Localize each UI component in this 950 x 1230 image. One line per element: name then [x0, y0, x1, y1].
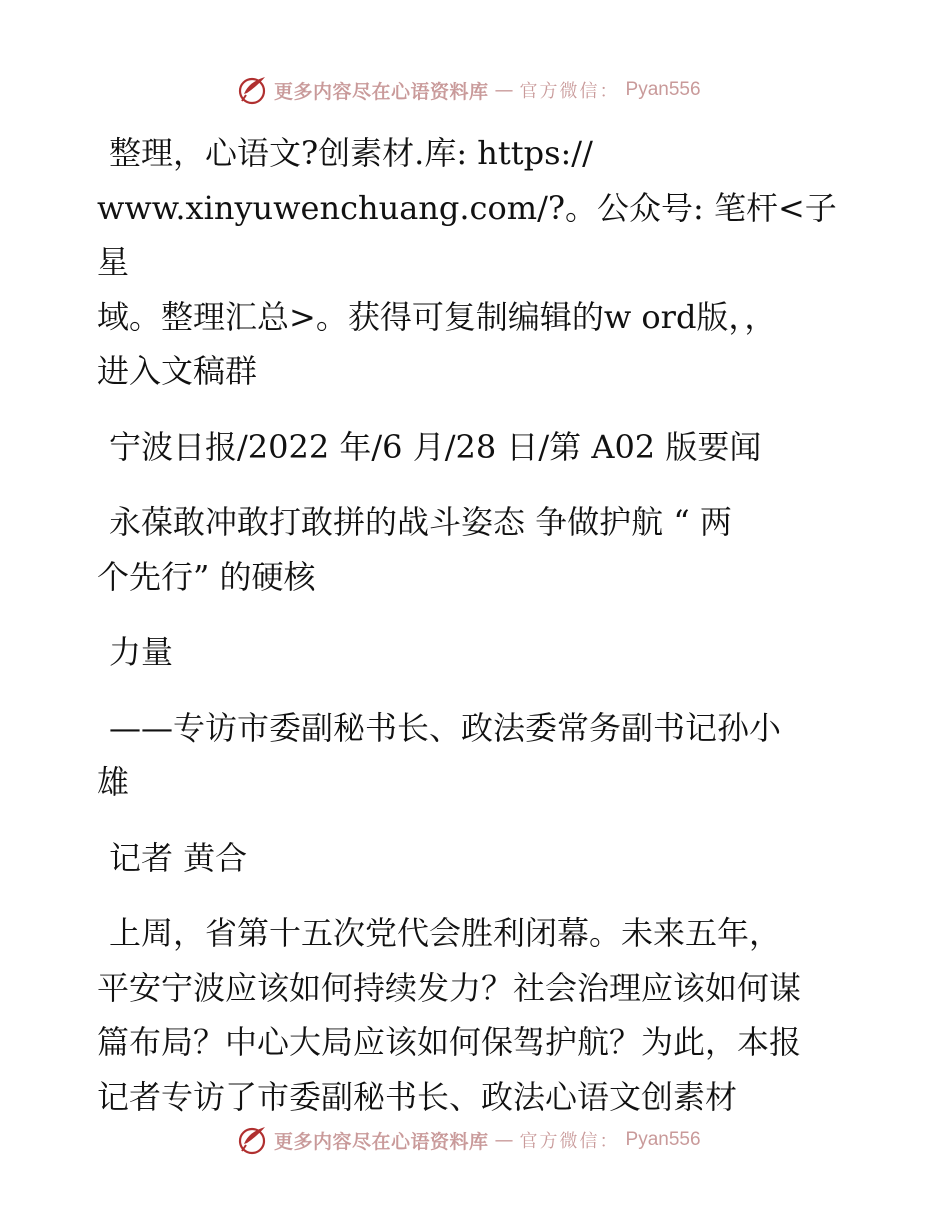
quill-logo-icon [236, 1124, 268, 1156]
subtitle-line: 雄 [97, 763, 130, 801]
source-line: 宁波日报/2022 年/6 月/28 日/第 A02 版要闻 [109, 427, 762, 466]
body-paragraph [97, 906, 857, 1124]
body-line: 篇布局？中心大局应该如何保驾护航？为此，本报 [97, 1023, 802, 1061]
document-body [97, 126, 857, 1124]
banner-wechat-id: Pyan556 [625, 1129, 701, 1150]
headline-line: 力量 [109, 633, 174, 671]
footer-watermark-banner [236, 1122, 701, 1158]
subtitle-line: ——专访市委副秘书长、政法委常务副书记孙小 [109, 708, 782, 747]
headline-line: 个先行” 的硬核 [97, 557, 316, 596]
banner-site-text: 更多内容尽在心语资料库 [274, 1130, 489, 1153]
subtitle [97, 701, 857, 810]
intro-paragraph [97, 126, 857, 399]
banner-dash: — [494, 79, 514, 101]
header-watermark-banner [236, 72, 701, 108]
banner-wechat-label: 官方微信： [519, 81, 620, 102]
byline: 记者 黄合 [109, 838, 248, 877]
intro-line: 域。整理汇总>。获得可复制编辑的w ord版，， [97, 297, 777, 336]
banner-wechat-label: 官方微信： [519, 1131, 620, 1152]
banner-dash: — [494, 1129, 514, 1151]
body-line: 平安宁波应该如何持续发力？社会治理应该如何谋 [97, 968, 802, 1007]
intro-line: 进入文稿群 [97, 352, 258, 390]
headline [97, 495, 857, 604]
headline-line: 永葆敢冲敢打敢拼的战斗姿态 争做护航 “ 两 [109, 503, 732, 541]
intro-line: www.xinyuwenchuang.com/?。公众号: 笔杆<子星 [97, 188, 837, 281]
body-line: 上周，省第十五次党代会胜利闭幕。未来五年， [109, 914, 782, 952]
intro-line: 整理，心语文?创素材.库: https:// [109, 134, 593, 172]
body-line: 记者专访了市委副秘书长、政法心语文创素材 [97, 1077, 738, 1116]
banner-wechat-id: Pyan556 [625, 79, 701, 100]
quill-logo-icon [236, 74, 268, 106]
banner-site-text: 更多内容尽在心语资料库 [274, 80, 489, 103]
